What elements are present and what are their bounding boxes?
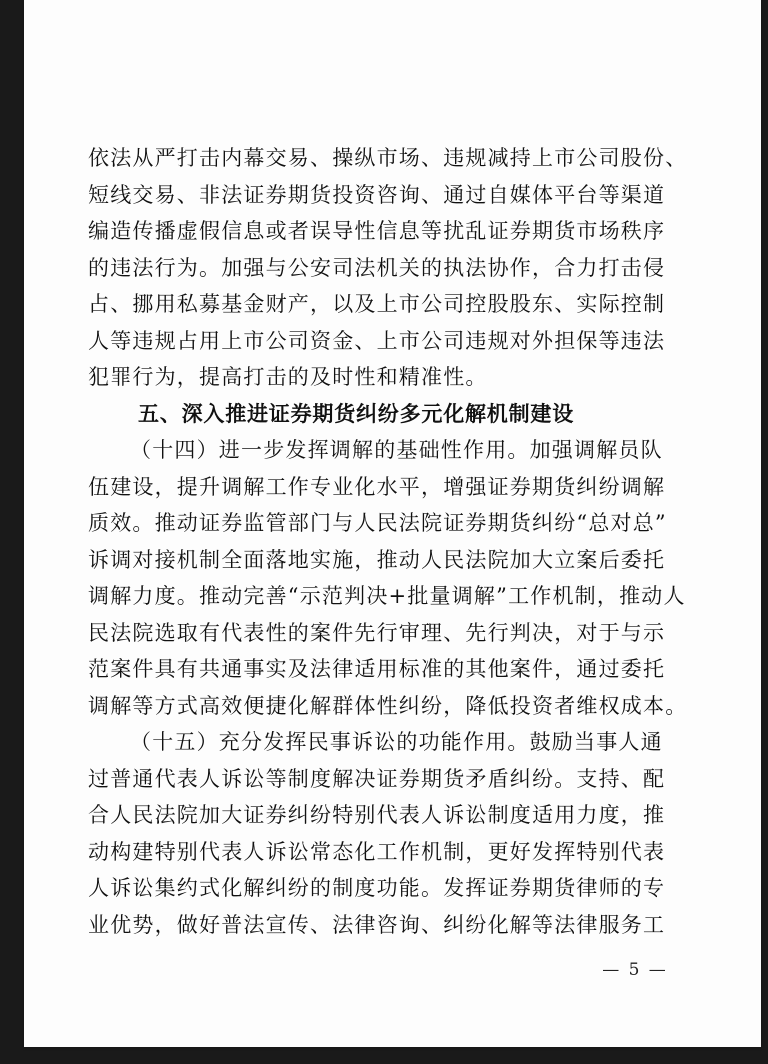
- text-line: （十四）进一步发挥调解的基础性作用。加强调解员队: [130, 438, 663, 462]
- document-body: [88, 140, 688, 943]
- text-line: 调解等方式高效便捷化解群体性纠纷，降低投资者维权成本。: [88, 693, 688, 718]
- text-line: 人诉讼集约式化解纠纷的制度功能。发挥证券期货律师的专: [88, 876, 666, 900]
- paragraph-1: [88, 140, 688, 396]
- page-number: — 5 —: [602, 960, 668, 980]
- paragraph-3: [88, 724, 674, 943]
- text-line: 动构建特别代表人诉讼常态化工作机制，更好发挥特别代表: [88, 839, 666, 864]
- text-line: 编造传播虚假信息或者误导性信息等扰乱证券期货市场秩序: [88, 219, 666, 243]
- text-line: 人等违规占用上市公司资金、上市公司违规对外担保等违法: [88, 328, 666, 353]
- text-line: 伍建设，提升调解工作专业化水平，增强证券期货纠纷调解: [88, 474, 666, 499]
- paragraph-2: [88, 432, 688, 724]
- text-line: 依法从严打击内幕交易、操纵市场、违规减持上市公司股份、: [88, 146, 688, 170]
- text-line: 范案件具有共通事实及法律适用标准的其他案件，通过委托: [88, 657, 666, 681]
- text-line: 过普通代表人诉讼等制度解决证券期货矛盾纠纷。支持、配: [88, 766, 666, 791]
- text-line: 短线交易、非法证券期货投资咨询、通过自媒体平台等渠道: [88, 182, 666, 207]
- text-line: 的违法行为。加强与公安司法机关的执法协作，合力打击侵: [88, 255, 666, 280]
- text-line: 民法院选取有代表性的案件先行审理、先行判决，对于与示: [88, 620, 666, 645]
- text-line: 调解力度。推动完善“示范判决+批量调解”工作机制，推动人: [88, 584, 686, 608]
- text-line: 占、挪用私募基金财产，以及上市公司控股股东、实际控制: [88, 292, 666, 316]
- section-heading: 五、深入推进证券期货纠纷多元化解机制建设: [138, 401, 574, 426]
- text-line: 质效。推动证券监管部门与人民法院证券期货纠纷“总对总”: [88, 511, 667, 535]
- text-line: 犯罪行为，提高打击的及时性和精准性。: [88, 365, 488, 389]
- text-line: 诉调对接机制全面落地实施，推动人民法院加大立案后委托: [88, 547, 666, 572]
- text-line: 业优势，做好普法宣传、法律咨询、纠纷化解等法律服务工: [88, 912, 666, 937]
- text-line: 合人民法院加大证券纠纷特别代表人诉讼制度适用力度，推: [88, 803, 666, 827]
- text-line: （十五）充分发挥民事诉讼的功能作用。鼓励当事人通: [130, 730, 663, 754]
